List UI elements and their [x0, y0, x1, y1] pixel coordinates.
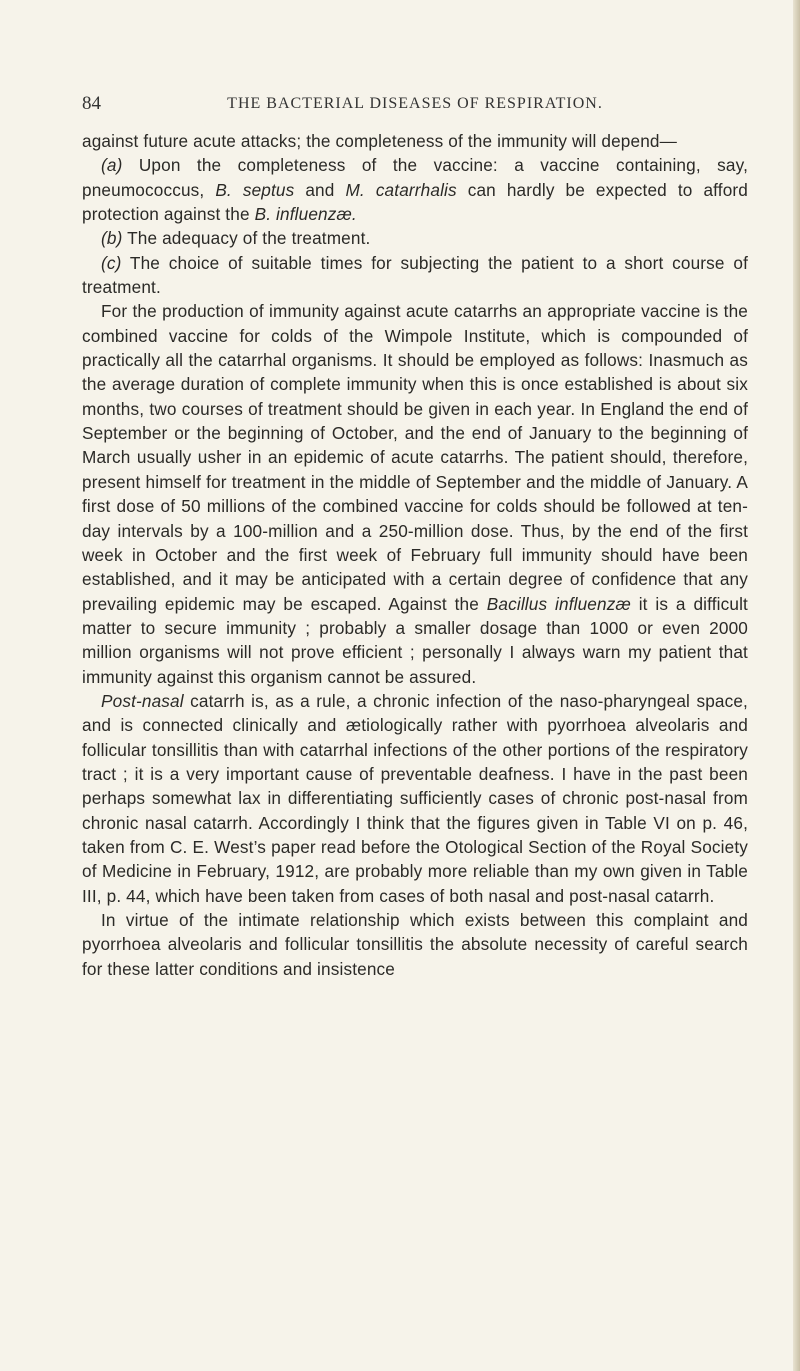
paragraph-text: For the production of immunity against acute catarrhs an appropriate vaccine is the combined vaccine for colds of the Wimpole Institute, which is compounded of practically all the catarrhal organisms. It should be employed as follows: Inasmuch as the average duration of complete immunity when this is once established is about six months, two courses of treatment should be given in each year. In England the end of September or the beginning of October, and the end of January to the beginning of March usually usher in an epidemic of acute catarrhs. The patient should, therefore, present himself for treatment in the middle of September and the middle of January. A first dose of 50 millions of the combined vaccine for colds should be followed at ten-day intervals by a 100-million and a 250-million dose. Thus, by the end of the first week in October and the first week of February full immunity should have been established, and it may be anticipated with a certain degree of confidence that any prevailing epidemic may be escaped. Against the — [82, 301, 748, 614]
item-text: Upon the completeness of the vaccine: a vaccine containing, say, pneumococcus, — [82, 155, 748, 200]
book-page — [82, 93, 748, 981]
paragraph-acute-catarrhs — [82, 299, 748, 689]
species-name: B. septus — [215, 179, 295, 200]
paragraph-virtue — [82, 908, 748, 981]
running-header — [82, 93, 748, 121]
item-text: can hardly be expected to afford protection against the — [82, 179, 748, 225]
body-text — [82, 129, 748, 981]
paragraph-continuation — [82, 129, 748, 153]
item-text: The choice of suitable times for subjecting the patient to a short course of treatment. — [82, 252, 748, 298]
item-label: (a) — [101, 155, 123, 176]
page-edge-shadow — [793, 0, 800, 1371]
paragraph-text: In virtue of the intimate relationship which exists between this complaint and pyorrhoea alveolaris and follicular tonsillitis the absolute necessity of careful search for these latter conditions and insistence — [82, 910, 748, 979]
item-text: The adequacy of the treatment. — [122, 228, 371, 249]
species-name: M. catarrhalis — [345, 179, 457, 200]
species-name: B. influenzæ. — [254, 204, 357, 225]
paragraph-text: against future acute attacks; the completeness of the immunity will depend— — [82, 131, 677, 151]
item-text: and — [294, 179, 346, 200]
item-label: (c) — [101, 252, 122, 273]
paragraph-text: it is a difficult matter to secure immunity ; probably a smaller dosage than 1000 or even 2000 million organisms will not prove efficient ; personally I always warn my patient that immunity against this organism cannot be assured. — [82, 593, 748, 687]
paragraph-post-nasal — [82, 689, 748, 908]
item-label: (b) — [101, 228, 123, 249]
list-item-b — [82, 226, 748, 250]
paragraph-text: catarrh is, as a rule, a chronic infection of the naso-pharyngeal space, and is connected clinically and ætiologically rather with pyorrhoea alveolaris and follicular tonsillitis than with catarrhal infections of the other portions of the respiratory tract ; it is a very important cause of preventable deafness. I have in the past been perhaps somewhat lax in differentiating sufficiently cases of chronic post-nasal from chronic nasal catarrh. Accordingly I think that the figures given in Table VI on p. 46, taken from C. E. West’s paper read before the Otological Section of the Royal Society of Medicine in February, 1912, are probably more reliable than my own given in Table III, p. 44, which have been taken from cases of both nasal and post-nasal catarrh. — [82, 690, 748, 906]
page-number: 84 — [82, 93, 101, 114]
running-title: THE BACTERIAL DISEASES OF RESPIRATION. — [227, 95, 603, 112]
list-item-c — [82, 251, 748, 300]
list-item-a — [82, 153, 748, 226]
section-head: Post-nasal — [101, 690, 184, 711]
species-name: Bacillus influenzæ — [486, 593, 631, 614]
